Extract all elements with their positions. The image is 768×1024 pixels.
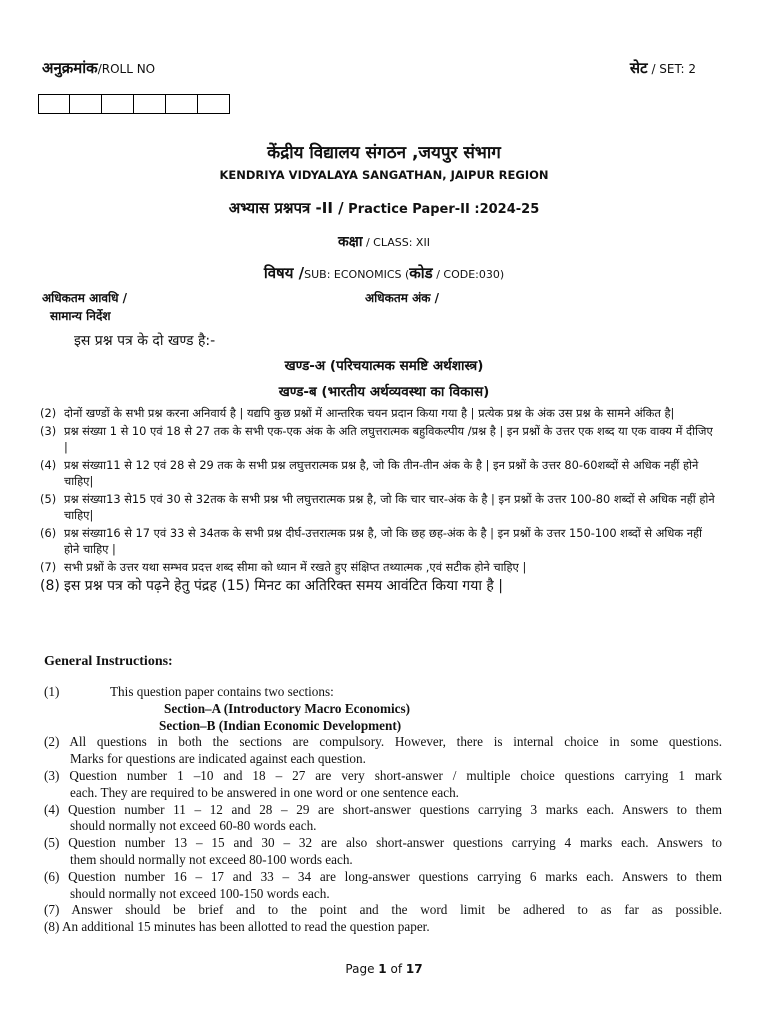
subject-english: SUB: ECONOMICS ( — [304, 268, 410, 281]
roll-digit-box[interactable] — [102, 94, 134, 114]
roll-digit-box[interactable] — [198, 94, 230, 114]
instruction-line: each. They are required to be answered in one word or one sentence each. — [70, 784, 459, 800]
list-item: (3) प्रश्न संख्या 1 से 10 एवं 18 से 27 तक के सभी एक-एक अंक के अति लघुत्तरात्मक बहुविकल्पीय /प्रश्न है | इन प्रश्नों के उत्तर एक शब्द या एक वाक्य में दीजिए | — [40, 423, 713, 454]
section-b-title: Section–B (Indian Economic Development) — [159, 717, 402, 733]
code-english: / CODE:030) — [432, 268, 505, 281]
max-time-label: अधिकतम आवधि / — [42, 291, 128, 305]
paper-title-english: Practice Paper-II :2024-25 — [343, 202, 540, 217]
organization-title-hindi: केंद्रीय विद्यालय संगठन ,जयपुर संभाग — [267, 143, 501, 163]
instruction-line: (2) All questions in both the sections are compulsory. However, there is internal choice in some questions. — [44, 734, 722, 750]
class-english: / CLASS: XII — [362, 236, 430, 249]
class-hindi: कक्षा — [338, 234, 363, 250]
instruction-line: should normally not exceed 100-150 words each. — [70, 885, 330, 901]
instruction-line: (5) Question number 13 – 15 and 30 – 32 are also short-answer questions carrying 4 marks each. Answers to — [44, 835, 722, 851]
section-b-title-hindi: खण्ड-ब (भारतीय अर्थव्यवस्था का विकास) — [278, 384, 490, 400]
paper-title-hindi: अभ्यास प्रश्नपत्र -II / — [228, 199, 344, 217]
instruction-line: (1) This question paper contains two sections: — [44, 684, 334, 699]
paper-title — [0, 198, 768, 218]
roll-no-label — [42, 58, 155, 78]
instruction-line: (3) Question number 1 –10 and 18 – 27 are very short-answer / multiple choice questions carrying 1 mark — [44, 767, 722, 783]
section-a-title-hindi: खण्ड-अ (परिचयात्मक समष्टि अर्थशास्त्र) — [284, 358, 484, 374]
organization-title-english: KENDRIYA VIDYALAYA SANGATHAN, JAIPUR REGION — [219, 168, 549, 182]
general-instructions-block — [44, 684, 722, 936]
set-english: / SET: 2 — [647, 62, 696, 76]
instruction-line: should normally not exceed 60-80 words each. — [70, 818, 317, 834]
subject-label — [0, 263, 768, 283]
instruction-line: (4) Question number 11 – 12 and 28 – 29 are short-answer questions carrying 3 marks each. Answers to them — [44, 801, 722, 817]
max-marks-label: अधिकतम अंक / — [365, 291, 440, 305]
header-row — [42, 58, 726, 82]
page-footer: Page 1 of 17 — [345, 962, 423, 976]
instruction-line: (8) An additional 15 minutes has been allotted to read the question paper. — [44, 919, 430, 935]
instruction-line: (6) Question number 16 – 17 and 33 – 34 are long-answer questions carrying 6 marks each. Answers to them — [44, 868, 722, 884]
section-a-title: Section–A (Introductory Macro Economics) — [164, 700, 411, 716]
subject-hindi: विषय / — [263, 264, 305, 282]
roll-digit-box[interactable] — [166, 94, 198, 114]
list-item: (7) सभी प्रश्नों के उत्तर यथा सम्भव प्रदत्त शब्द सीमा को ध्यान में रखते हुए संक्षिप्त तथ्यात्मक ,एवं सटीक होने चाहिए | — [40, 559, 527, 574]
total-pages: 17 — [405, 962, 423, 976]
set-hindi: सेट — [629, 59, 648, 77]
instruction-line: them should normally not exceed 80-100 words each. — [70, 851, 353, 867]
list-item: (6) प्रश्न संख्या16 से 17 एवं 33 से 34तक के सभी प्रश्न दीर्घ-उत्तरात्मक प्रश्न है, जो कि छह छह-अंक के है | इन प्रश्नों के उत्तर 150-100 शब्दों से अधिक नहीं होने चाहिए | — [40, 525, 703, 556]
hindi-instructions-list — [40, 405, 716, 597]
roll-digit-box[interactable] — [134, 94, 166, 114]
general-directions-hindi: सामान्य निर्देश — [50, 309, 111, 323]
current-page-number: 1 — [378, 962, 387, 976]
paper-sections-intro-hindi: इस प्रश्न पत्र के दो खण्ड है:- — [74, 333, 216, 349]
list-item: (8) इस प्रश्न पत्र को पढ़ने हेतु पंद्रह (15) मिनट का अतिरिक्त समय आवंटित किया गया है | — [40, 578, 503, 594]
roll-digit-box[interactable] — [70, 94, 102, 114]
roll-number-boxes[interactable] — [38, 94, 230, 114]
roll-digit-box[interactable] — [38, 94, 70, 114]
roll-no-english: /ROLL NO — [97, 62, 156, 76]
class-label — [0, 232, 768, 251]
code-hindi: कोड — [409, 264, 433, 282]
instruction-line: Marks for questions are indicated against each question. — [70, 751, 366, 767]
list-item: (4) प्रश्न संख्या11 से 12 एवं 28 से 29 तक के सभी प्रश्न लघुत्तरात्मक प्रश्न है, जो कि तीन-तीन अंक के है | इन प्रश्नों के उत्तर 80-60शब्दों से अधिक नहीं होने चाहिए| — [40, 457, 699, 488]
set-label — [630, 58, 696, 78]
list-item: (2) दोनों खण्डों के सभी प्रश्न करना अनिवार्य है | यद्यपि कुछ प्रश्नों में आन्तरिक चयन प्रदान किया गया है | प्रत्येक प्रश्न के अंक उस प्रश्न के सामने अंकित है| — [40, 406, 675, 420]
list-item: (5) प्रश्न संख्या13 से15 एवं 30 से 32तक के सभी प्रश्न भी लघुत्तरात्मक प्रश्न है, जो कि चार चार-अंक के है | इन प्रश्नों के उत्तर 100-80 शब्दों से अधिक नहीं होने चाहिए| — [40, 491, 715, 522]
general-instructions-title: General Instructions: — [44, 654, 173, 669]
roll-no-hindi: अनुक्रमांक — [42, 59, 98, 77]
instruction-line: (7) Answer should be brief and to the point and the word limit be adhered to as far as possible. — [44, 902, 722, 918]
